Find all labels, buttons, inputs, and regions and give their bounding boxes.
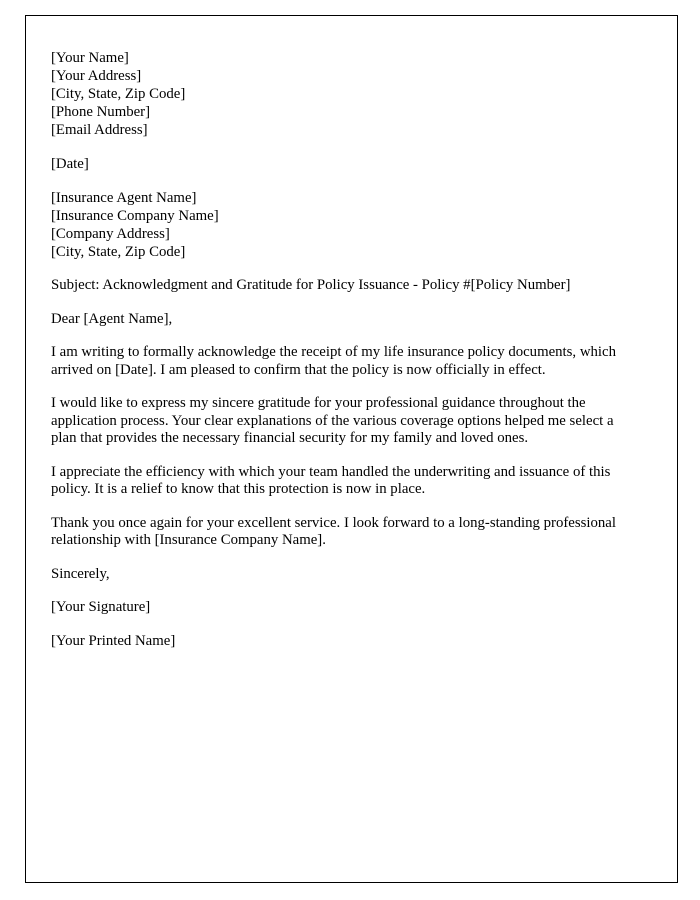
paragraph-4: Thank you once again for your excellent service. I look forward to a long-standing professional relationship with [Insurance Company Name]. <box>51 514 616 548</box>
sender-phone-line: [Phone Number] <box>51 104 151 120</box>
printed-name-line: [Your Printed Name] <box>51 632 176 649</box>
recipient-block <box>51 189 652 261</box>
recipient-address-line: [Company Address] <box>51 226 170 242</box>
recipient-company-line: [Insurance Company Name] <box>51 208 219 224</box>
closing: Sincerely, <box>51 565 110 582</box>
paragraph-1: I am writing to formally acknowledge the receipt of my life insurance policy documents, which arrived on [Date]. I am pleased to confirm that the policy is now officially in effect. <box>51 344 616 378</box>
recipient-city-line: [City, State, Zip Code] <box>51 244 186 260</box>
letter-page <box>25 15 678 883</box>
date-block <box>51 155 652 173</box>
sender-name-line: [Your Name] <box>51 50 129 66</box>
date-line: [Date] <box>51 156 89 172</box>
sender-email-line: [Email Address] <box>51 122 148 138</box>
signature-line: [Your Signature] <box>51 599 151 615</box>
recipient-agent-line: [Insurance Agent Name] <box>51 190 197 206</box>
salutation: Dear [Agent Name], <box>51 310 173 327</box>
subject-line: Subject: Acknowledgment and Gratitude for Policy Issuance - Policy #[Policy Number] <box>51 277 571 293</box>
sender-address-line: [Your Address] <box>51 68 142 84</box>
sender-block <box>51 49 652 139</box>
sender-city-line: [City, State, Zip Code] <box>51 86 186 102</box>
paragraph-3: I appreciate the efficiency with which your team handled the underwriting and issuance of this policy. It is a relief to know that this protection is now in place. <box>51 463 611 497</box>
paragraph-2: I would like to express my sincere gratitude for your professional guidance throughout the application process. Your clear explanations of the various coverage options helped me select a plan that provides the necessary financial security for my family and loved ones. <box>51 395 614 446</box>
